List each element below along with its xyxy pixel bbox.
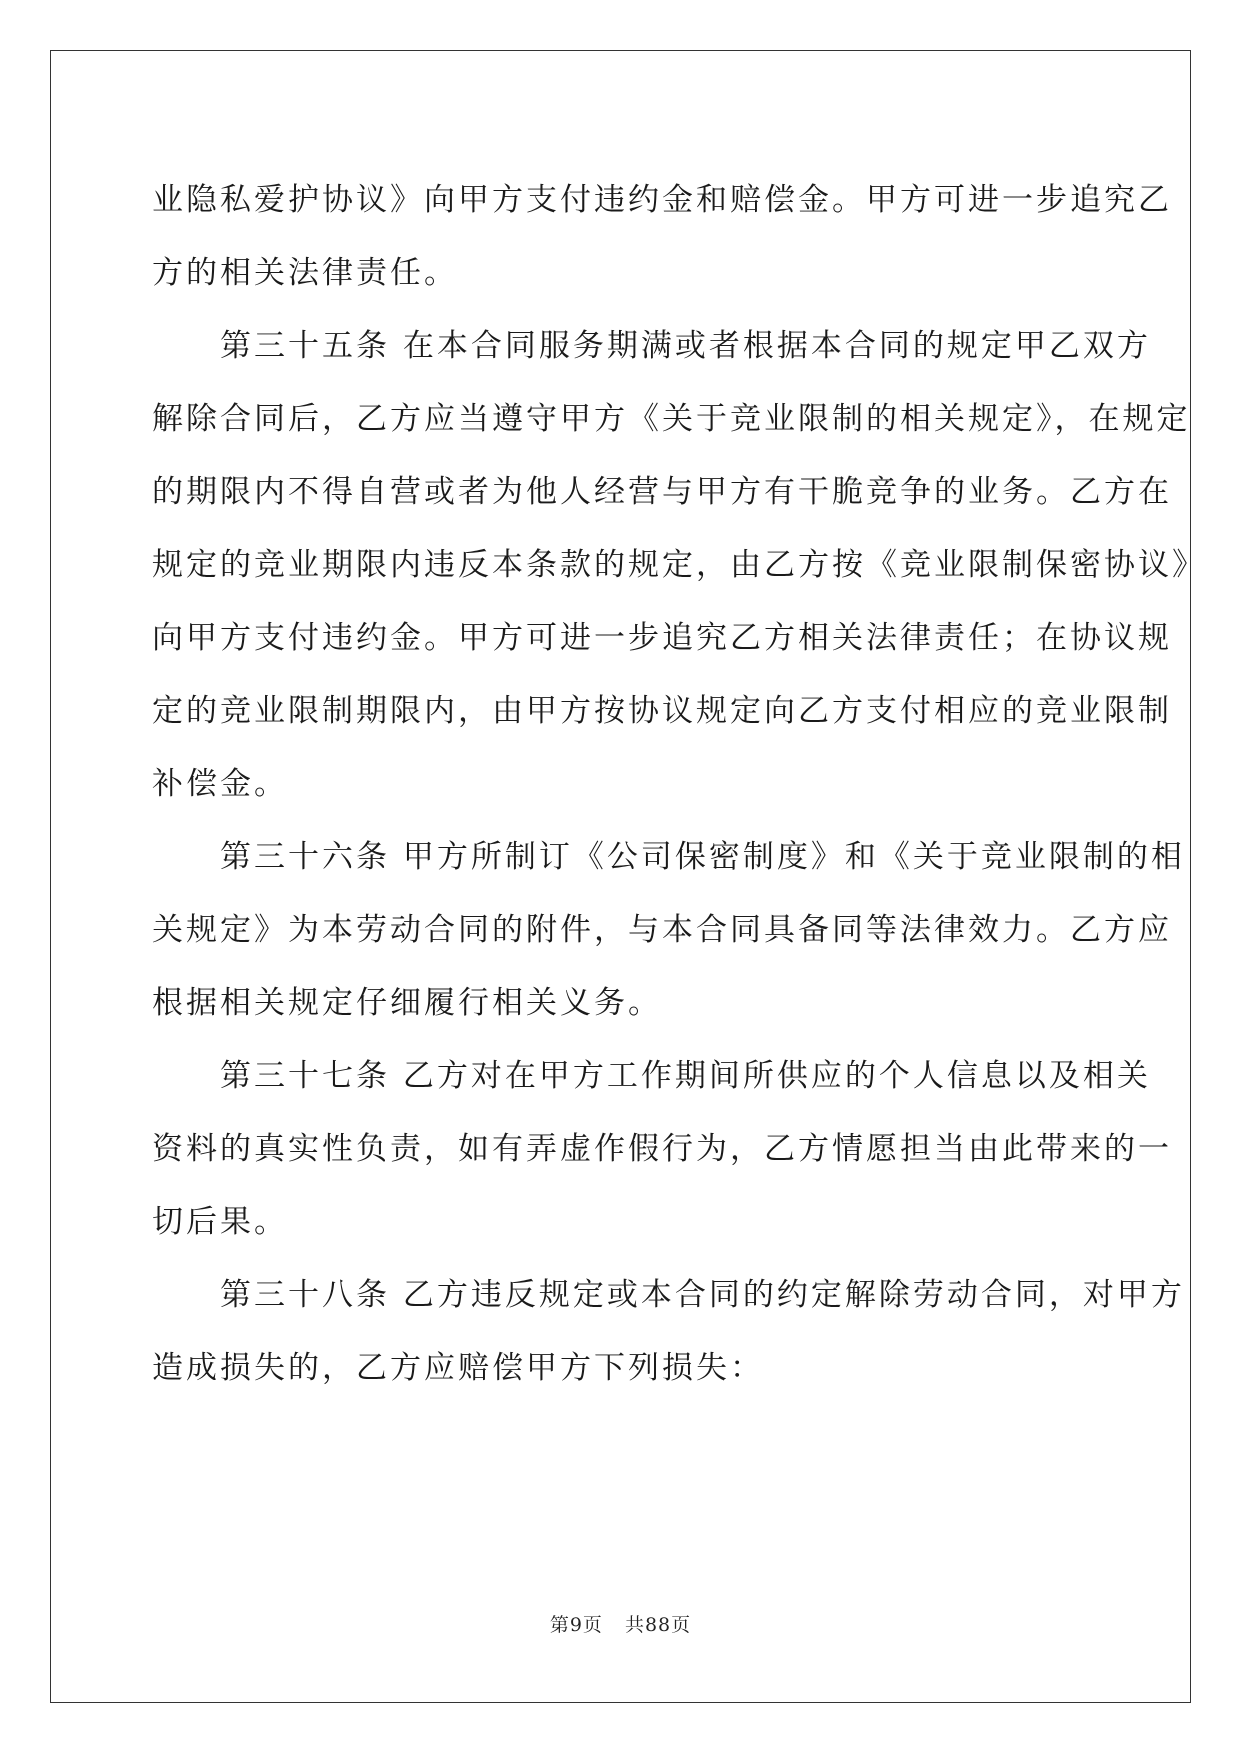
- text-line: 第三十五条 在本合同服务期满或者根据本合同的规定甲乙双方: [152, 328, 1151, 364]
- text-line: 第三十七条 乙方对在甲方工作期间所供应的个人信息以及相关: [152, 1058, 1151, 1094]
- text-line: 资料的真实性负责，如有弄虚作假行为，乙方情愿担当由此带来的一: [152, 1131, 1172, 1167]
- page-total: 共88页: [624, 1614, 692, 1636]
- text-line: 补偿金。: [152, 766, 288, 802]
- text-line: 业隐私爱护协议》向甲方支付违约金和赔偿金。甲方可进一步追究乙: [152, 182, 1172, 218]
- text-line: 向甲方支付违约金。甲方可进一步追究乙方相关法律责任；在协议规: [152, 620, 1172, 656]
- text-line: 第三十八条 乙方违反规定或本合同的约定解除劳动合同，对甲方: [152, 1277, 1185, 1313]
- text-line: 切后果。: [152, 1204, 288, 1240]
- paragraph-article-37: [152, 1040, 1172, 1259]
- text-line: 造成损失的，乙方应赔偿甲方下列损失：: [152, 1350, 764, 1386]
- document-body: [152, 164, 1206, 1405]
- paragraph-article-36: [152, 821, 1185, 1040]
- text-line: 的期限内不得自营或者为他人经营与甲方有干脆竞争的业务。乙方在: [152, 474, 1172, 510]
- text-line: 方的相关法律责任。: [152, 255, 458, 291]
- paragraph-article-38: [152, 1259, 1185, 1405]
- paragraph-article-35: [152, 310, 1206, 821]
- text-line: 规定的竞业期限内违反本条款的规定，由乙方按《竞业限制保密协议》: [152, 547, 1206, 583]
- page-number: 第9页: [549, 1614, 603, 1636]
- paragraph-continuation: [152, 164, 1172, 310]
- text-line: 第三十六条 甲方所制订《公司保密制度》和《关于竞业限制的相: [152, 839, 1185, 875]
- text-line: 根据相关规定仔细履行相关义务。: [152, 985, 662, 1021]
- text-line: 定的竞业限制期限内，由甲方按协议规定向乙方支付相应的竞业限制: [152, 693, 1172, 729]
- text-line: 关规定》为本劳动合同的附件，与本合同具备同等法律效力。乙方应: [152, 912, 1172, 948]
- text-line: 解除合同后，乙方应当遵守甲方《关于竞业限制的相关规定》，在规定: [152, 401, 1191, 437]
- page-footer: [0, 1610, 1241, 1637]
